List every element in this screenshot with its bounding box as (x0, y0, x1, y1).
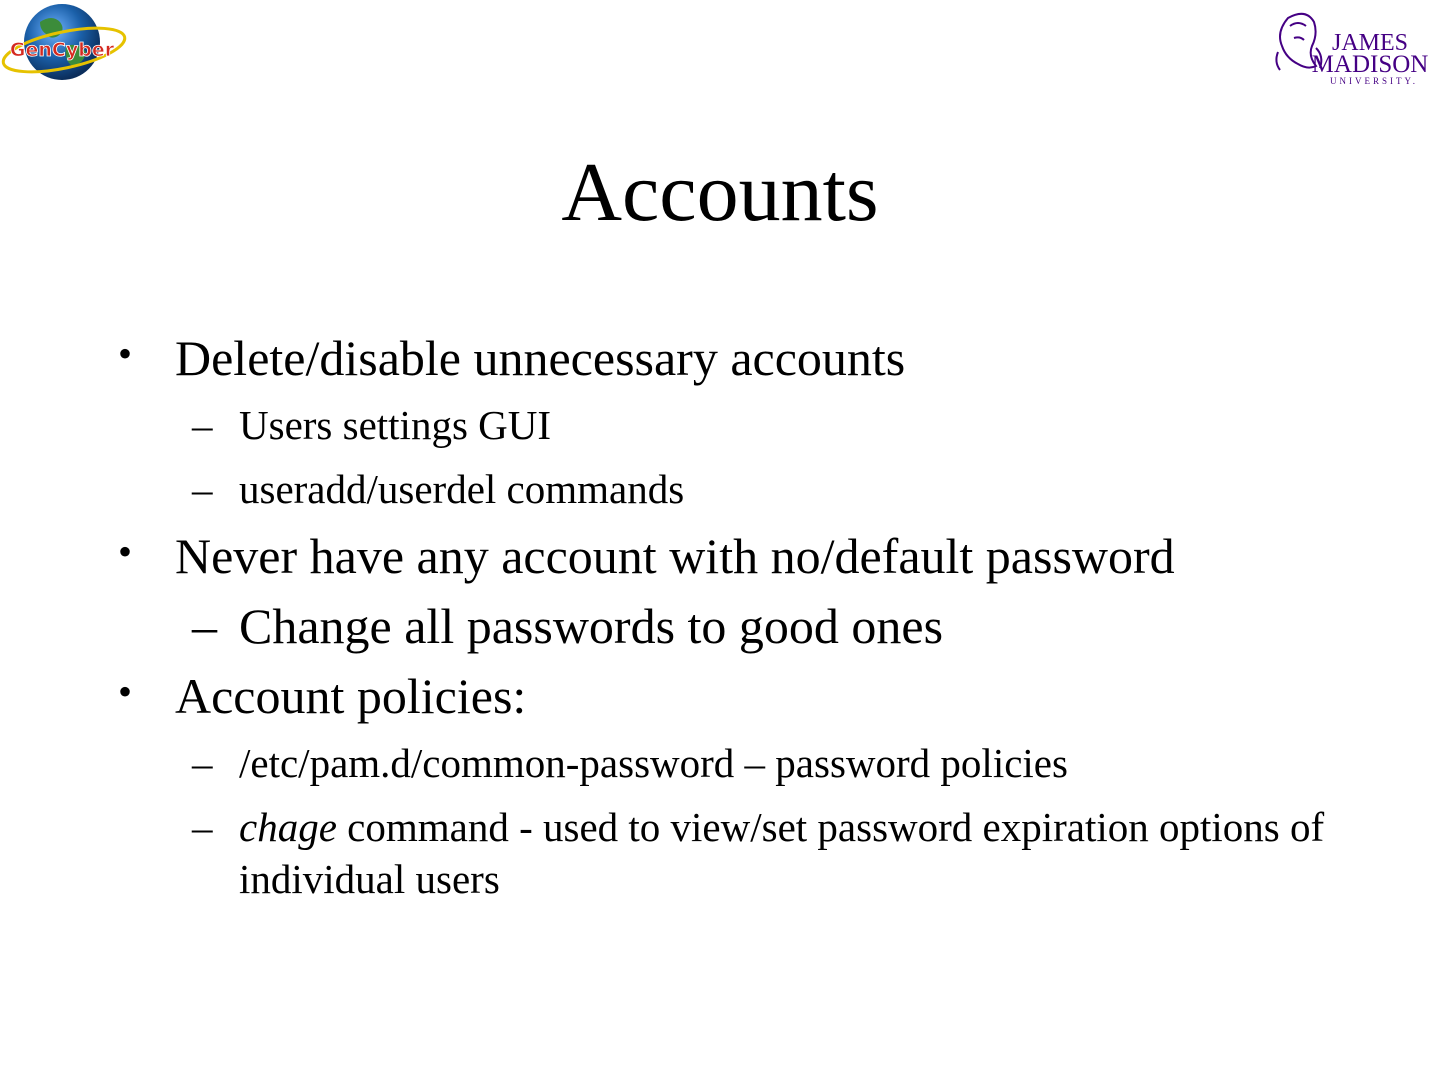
bullet-text: Delete/disable unnecessary accounts (175, 330, 906, 386)
jmu-logo (1268, 8, 1434, 88)
sub-bullet-text: /etc/pam.d/common-password – password policies (239, 740, 1068, 786)
sub-bullet-marker: – (192, 598, 217, 654)
sub-bullet-item (118, 597, 1338, 655)
sub-bullet-marker: – (192, 466, 213, 512)
sub-bullet-marker: – (192, 740, 213, 786)
bullet-marker: • (118, 669, 133, 714)
sub-bullet-item (118, 463, 1338, 515)
sub-bullet-text: Change all passwords to good ones (239, 598, 944, 654)
jmu-logo-line3: UNIVERSITY. (1329, 76, 1419, 86)
sub-bullet-text: Users settings GUI (239, 402, 552, 448)
gencyber-logo (0, 0, 130, 90)
bullet-text: Account policies: (175, 668, 527, 724)
sub-bullet-item (118, 399, 1338, 451)
bullet-marker: • (118, 331, 133, 376)
bullet-text: Never have any account with no/default password (175, 528, 1175, 584)
sub-bullet-marker: – (192, 402, 213, 448)
chage-command-description: command - used to view/set password expiration options of individual users (239, 804, 1325, 902)
sub-bullet-text (239, 804, 1324, 902)
bullet-item (118, 667, 1338, 725)
sub-bullet-item (118, 737, 1338, 789)
bullet-marker: • (118, 529, 133, 574)
jmu-logo-line2: MADISON (1311, 51, 1429, 78)
bullet-item (118, 329, 1338, 387)
bullet-item (118, 527, 1338, 585)
sub-bullet-text: useradd/userdel commands (239, 466, 685, 512)
chage-command-name: chage (239, 804, 337, 850)
sub-bullet-item (118, 801, 1338, 905)
sub-bullet-marker: – (192, 804, 213, 850)
bullet-list (118, 329, 1338, 917)
jmu-logo-line1: JAMES (1331, 30, 1409, 56)
gencyber-logo-text: GenCyber (9, 39, 115, 61)
slide-title: Accounts (561, 146, 879, 239)
